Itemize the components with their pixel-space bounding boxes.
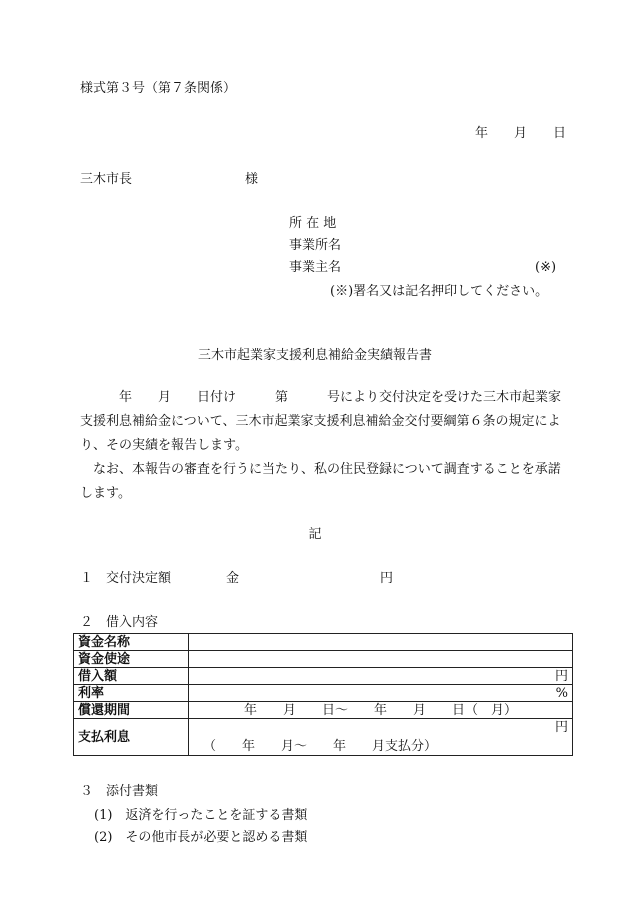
repayment-period-cell	[189, 702, 573, 719]
fund-use-label: 資金使途	[74, 651, 189, 668]
section3-heading: ３ 添付書類	[80, 784, 159, 799]
report-body	[80, 386, 562, 506]
interest-paid-cell	[189, 719, 573, 756]
body-paragraph-1: 年 月 日付け 第 号により交付決定を受けた三木市起業家支援利息補給金について、三木市起業家支援利息補給金交付要綱第６条の規定により、その実績を報告します。	[80, 390, 562, 453]
table-row	[74, 651, 573, 668]
fund-name-value	[189, 634, 573, 651]
attachment-item-2: (2) その他市長が必要と認める書類	[94, 830, 308, 845]
loan-details-table	[73, 633, 573, 756]
kin-label: 金	[226, 571, 240, 586]
interest-paid-period: （ 年 月～ 年 月支払分）	[203, 739, 438, 754]
loan-amount-unit: 円	[189, 668, 573, 685]
document-title: 三木市起業家支援利息補給金実績報告書	[197, 348, 432, 363]
addressee-name: 三木市長	[80, 172, 133, 187]
table-row	[74, 668, 573, 685]
repayment-period-label: 償還期間	[74, 702, 189, 719]
ki-heading: 記	[308, 527, 322, 542]
interest-rate-unit: %	[189, 685, 573, 702]
body-paragraph-2: なお、本報告の審査を行うに当たり、私の住民登録について調査することを承諾します。	[80, 462, 561, 501]
addressee-suffix: 様	[245, 172, 259, 187]
seal-mark: (※)	[535, 260, 557, 275]
interest-paid-unit: 円	[554, 720, 568, 735]
loan-amount-label: 借入額	[74, 668, 189, 685]
interest-rate-label: 利率	[74, 685, 189, 702]
section2-heading: ２ 借入内容	[80, 615, 159, 630]
interest-paid-label: 支払利息	[74, 719, 189, 756]
signature-note: (※)署名又は記名押印してください。	[330, 284, 549, 299]
yen-label: 円	[380, 571, 394, 586]
table-row	[74, 702, 573, 719]
attachment-item-1: (1) 返済を行ったことを証する書類	[94, 808, 308, 823]
date-line: 年 月 日	[474, 126, 566, 141]
table-row	[74, 719, 573, 756]
repayment-period-value: 年 月 日～ 年 月 日（ 月）	[243, 702, 517, 718]
address-label: 所 在 地	[289, 216, 337, 231]
business-name-label: 事業所名	[289, 238, 342, 253]
table-row	[74, 685, 573, 702]
table-row	[74, 634, 573, 651]
section1-heading: １ 交付決定額	[80, 571, 172, 586]
form-number: 様式第３号（第７条関係）	[80, 81, 237, 96]
fund-name-label: 資金名称	[74, 634, 189, 651]
owner-label: 事業主名	[289, 260, 342, 275]
fund-use-value	[189, 651, 573, 668]
